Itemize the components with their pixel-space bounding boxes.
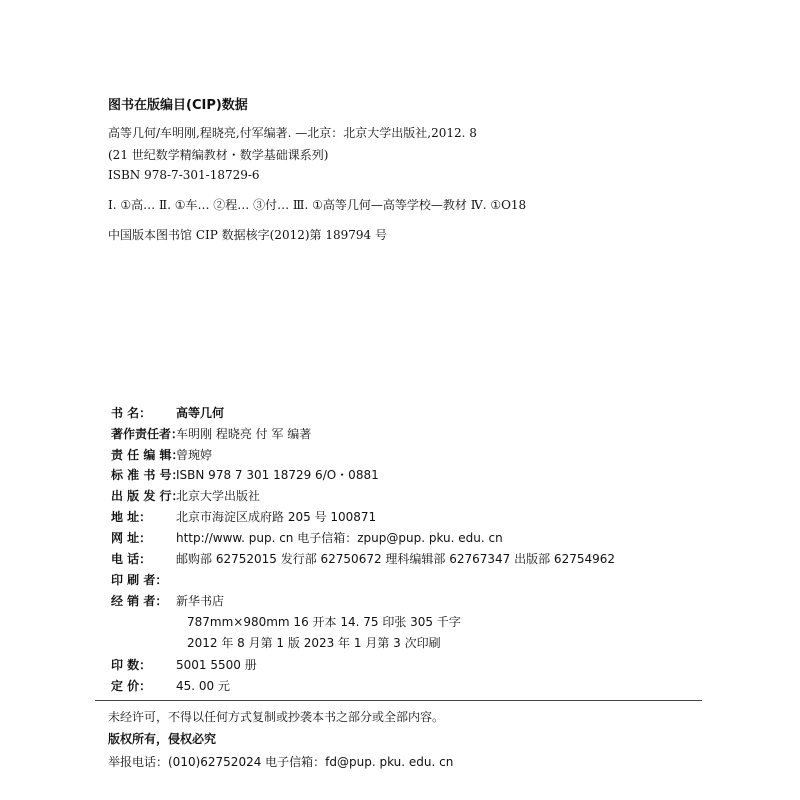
- printer-label: 印 刷 者：: [111, 573, 168, 587]
- phone-value: 邮购部 62752015 发行部 62750672 理科编辑部 62767347 出版部 62754962: [176, 552, 616, 566]
- edition-line: 2012 年 8 月第 1 版 2023 年 1 月第 3 次印刷: [187, 636, 441, 650]
- publisher-value: 北京大学出版社: [176, 489, 261, 503]
- website-label: 网 址：: [111, 531, 152, 545]
- distributor-label: 经 销 者：: [111, 594, 168, 608]
- copyright-notice: 未经许可，不得以任何方式复制或抄袭本书之部分或全部内容。: [108, 710, 445, 724]
- authors-label: 著作责任者：: [111, 427, 184, 441]
- rights-reserved: 版权所有，侵权必究: [108, 732, 217, 746]
- price-label: 定 价：: [111, 679, 152, 693]
- website-value: http://www. pup. cn 电子信箱：zpup@pup. pku. edu. cn: [176, 531, 503, 545]
- cip-series-line: (21 世纪数学精编教材・数学基础课系列): [108, 148, 329, 162]
- book-name-label: 书 名：: [111, 406, 152, 420]
- distributor-value: 新华书店: [176, 594, 225, 608]
- authors-value: 车明刚 程晓亮 付 军 编著: [176, 427, 312, 441]
- cip-title: 图书在版编目(CIP)数据: [108, 98, 248, 113]
- cip-bibliographic-line: 高等几何/车明刚,程晓亮,付军编著. —北京：北京大学出版社,2012. 8: [108, 126, 477, 140]
- format-line: 787mm×980mm 16 开本 14. 75 印张 305 千字: [187, 615, 461, 629]
- book-name-value: 高等几何: [176, 406, 225, 420]
- print-run-value: 5001 5500 册: [176, 658, 257, 672]
- report-contact: 举报电话：(010)62752024 电子信箱：fd@pup. pku. edu. cn: [108, 755, 454, 769]
- isbn-label: 标 准 书 号：: [111, 468, 184, 482]
- cip-isbn: ISBN 978-7-301-18729-6: [108, 168, 260, 182]
- cip-record-number: 中国版本图书馆 CIP 数据核字(2012)第 189794 号: [108, 228, 387, 242]
- print-run-label: 印 数：: [111, 658, 152, 672]
- publisher-label: 出 版 发 行：: [111, 489, 184, 503]
- cip-classification: Ⅰ. ①高… Ⅱ. ①车… ②程… ③付… Ⅲ. ①高等几何—高等学校—教材 Ⅳ. ①O18: [108, 198, 527, 212]
- editor-label: 责 任 编 辑：: [111, 448, 184, 462]
- phone-label: 电 话：: [111, 552, 152, 566]
- address-label: 地 址：: [111, 510, 152, 524]
- address-value: 北京市海淀区成府路 205 号 100871: [176, 510, 377, 524]
- editor-value: 曾琬婷: [176, 448, 213, 462]
- divider-line: [95, 700, 702, 701]
- price-value: 45. 00 元: [176, 679, 230, 693]
- isbn-value: ISBN 978 7 301 18729 6/O・0881: [176, 468, 379, 482]
